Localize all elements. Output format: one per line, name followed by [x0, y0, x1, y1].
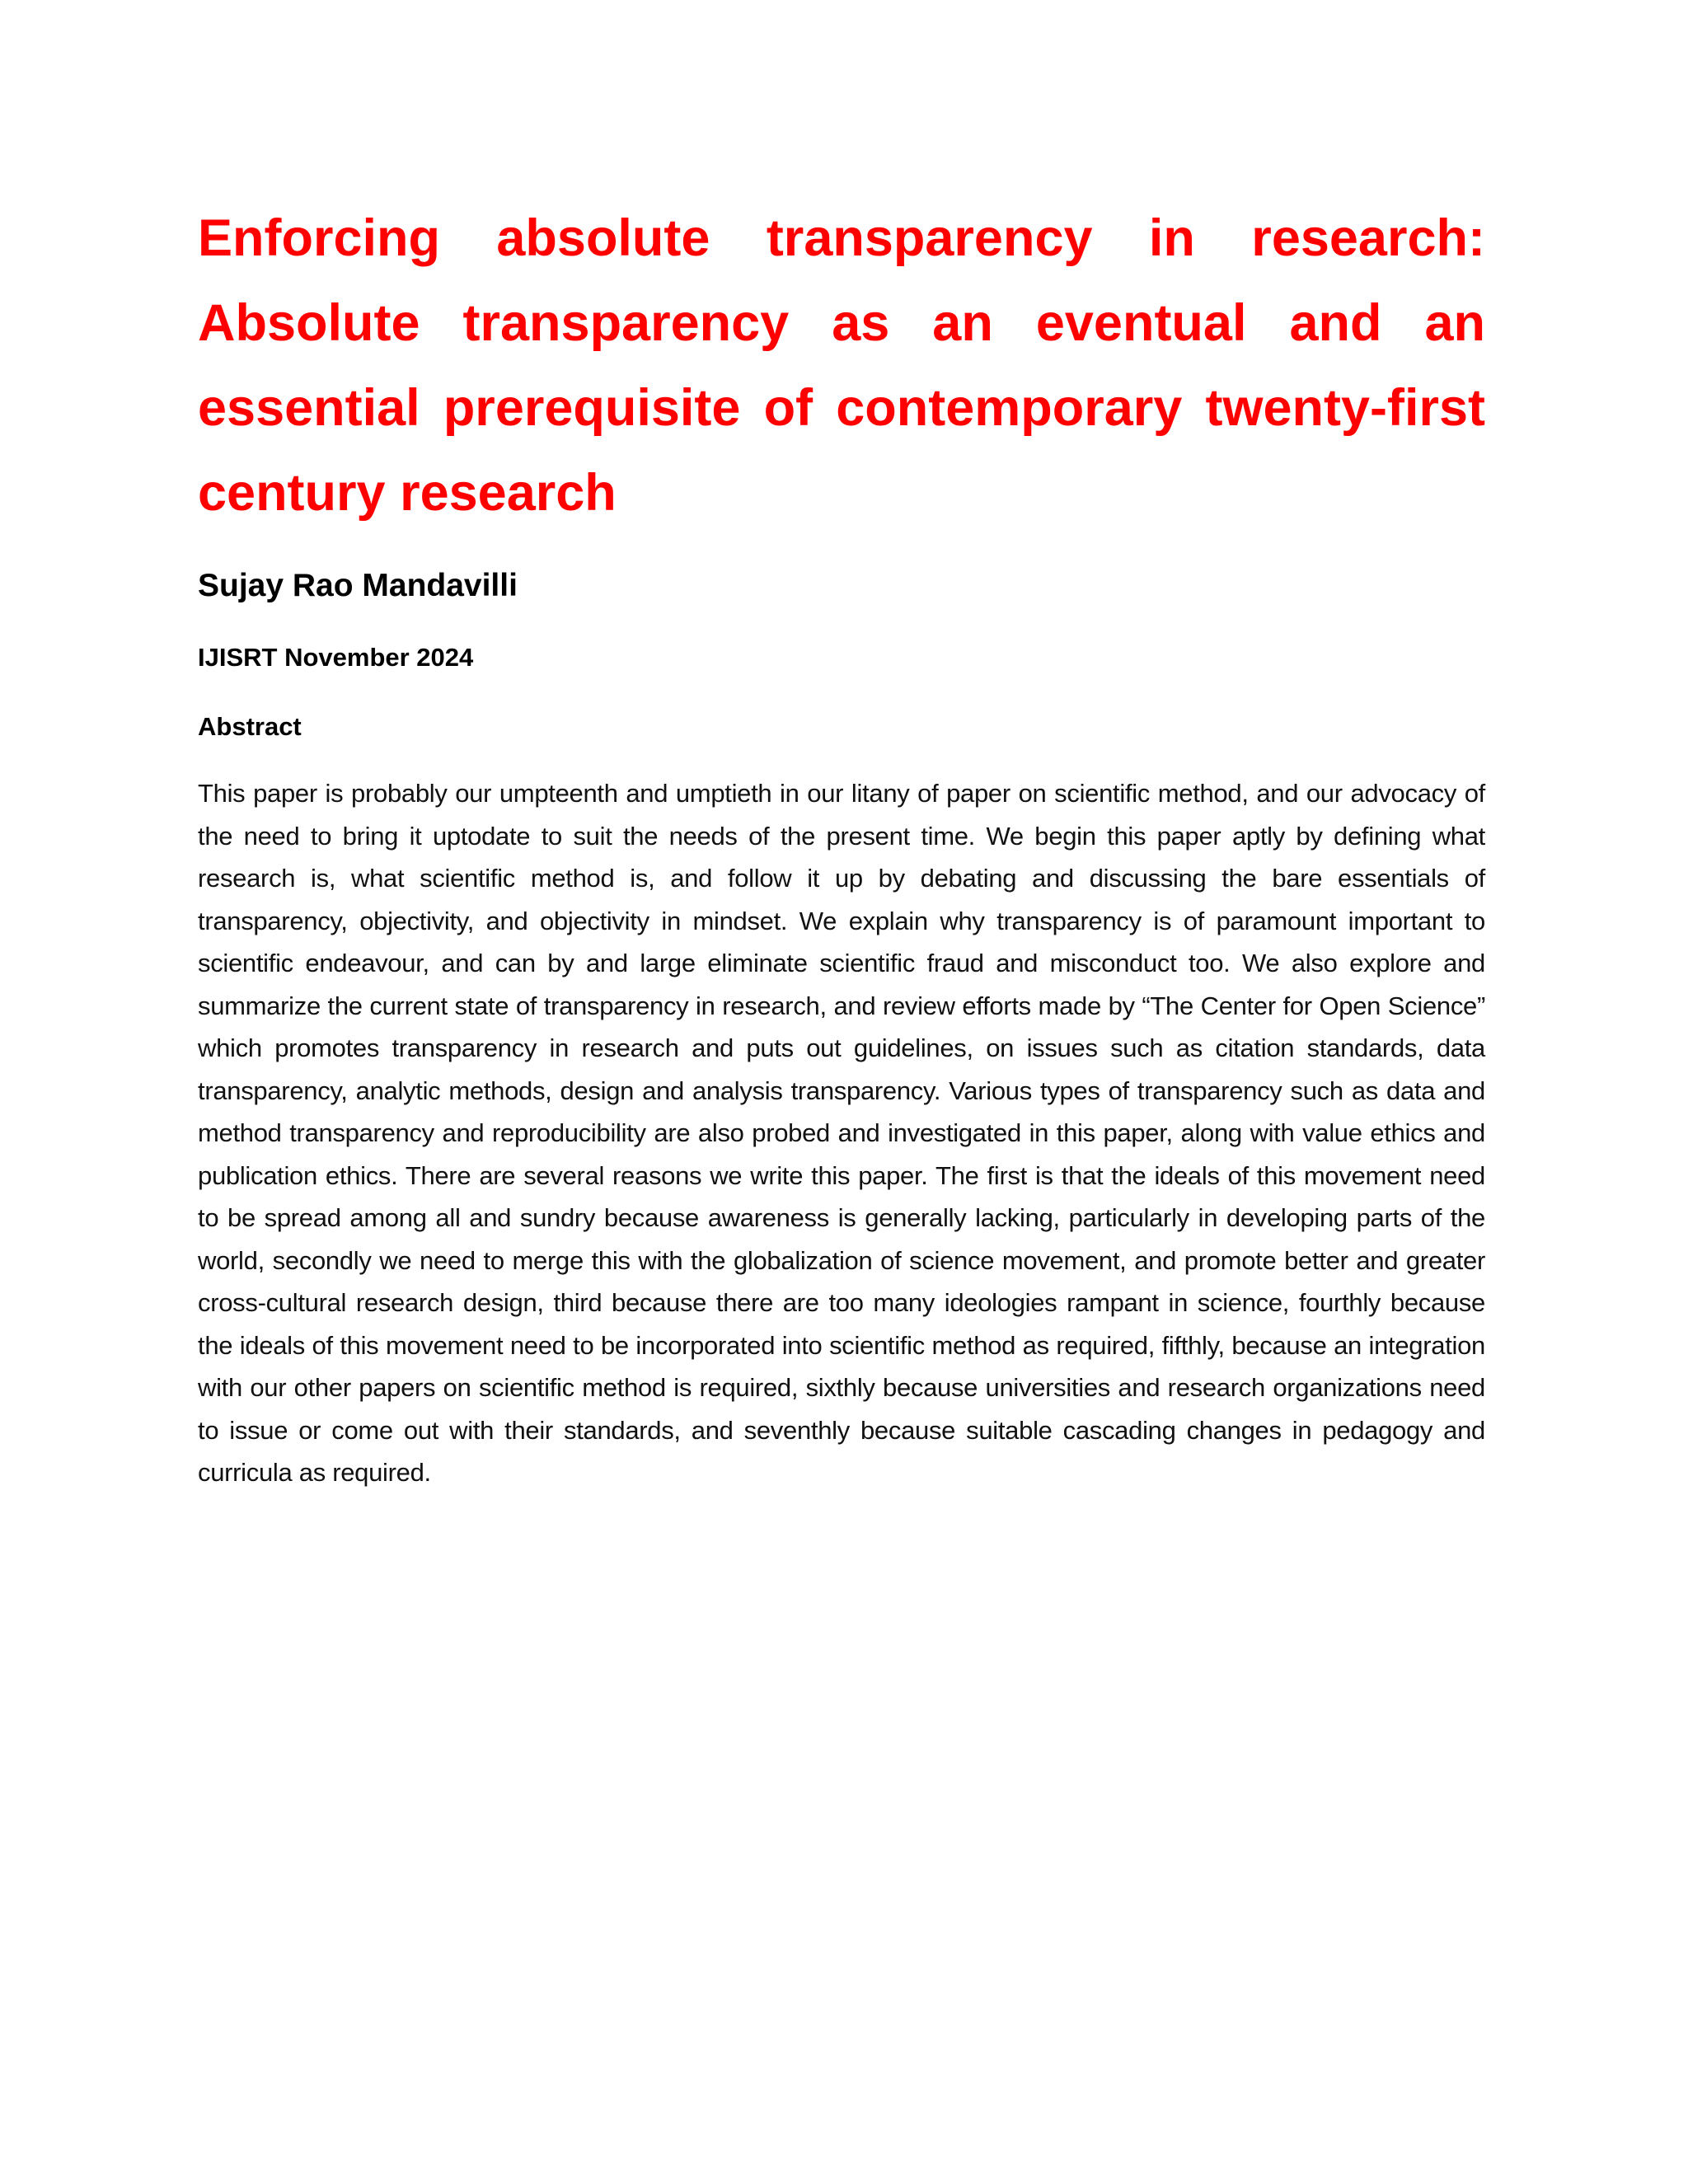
publication-venue: IJISRT November 2024: [198, 643, 474, 672]
abstract-heading: Abstract: [198, 712, 302, 741]
paper-title: Enforcing absolute transparency in research: Absolute transparency as an eventual and an essential prerequisite of contemporary twenty-first century research: [198, 209, 1485, 522]
paper-front-matter: [198, 196, 1485, 1494]
author-name: Sujay Rao Mandavilli: [198, 568, 518, 603]
abstract-text: This paper is probably our umpteenth and umptieth in our litany of paper on scientific method, and our advocacy of the need to bring it uptodate to suit the needs of the present time. We begin this paper aptly by defining what research is, what scientific method is, and follow it up by debating and discussing the bare essentials of transparency, objectivity, and objectivity in mindset. We explain why transparency is of paramount important to scientific endeavour, and can by and large eliminate scientific fraud and misconduct too. We also explore and summarize the current state of transparency in research, and review efforts made by “The Center for Open Science” which promotes transparency in research and puts out guidelines, on issues such as citation standards, data transparency, analytic methods, design and analysis transparency. Various types of transparency such as data and method transparency and reproducibility are also probed and investigated in this paper, along with value ethics and publication ethics. There are several reasons we write this paper. The first is that the ideals of this movement need to be spread among all and sundry because awareness is generally lacking, particularly in developing parts of the world, secondly we need to merge this with the globalization of science movement, and promote better and greater cross-cultural research design, third because there are too many ideologies rampant in science, fourthly because the ideals of this movement need to be incorporated into scientific method as required, fifthly, because an integration with our other papers on scientific method is required, sixthly because universities and research organizations need to issue or come out with their standards, and seventhly because suitable cascading changes in pedagogy and curricula as required.: [198, 779, 1485, 1487]
